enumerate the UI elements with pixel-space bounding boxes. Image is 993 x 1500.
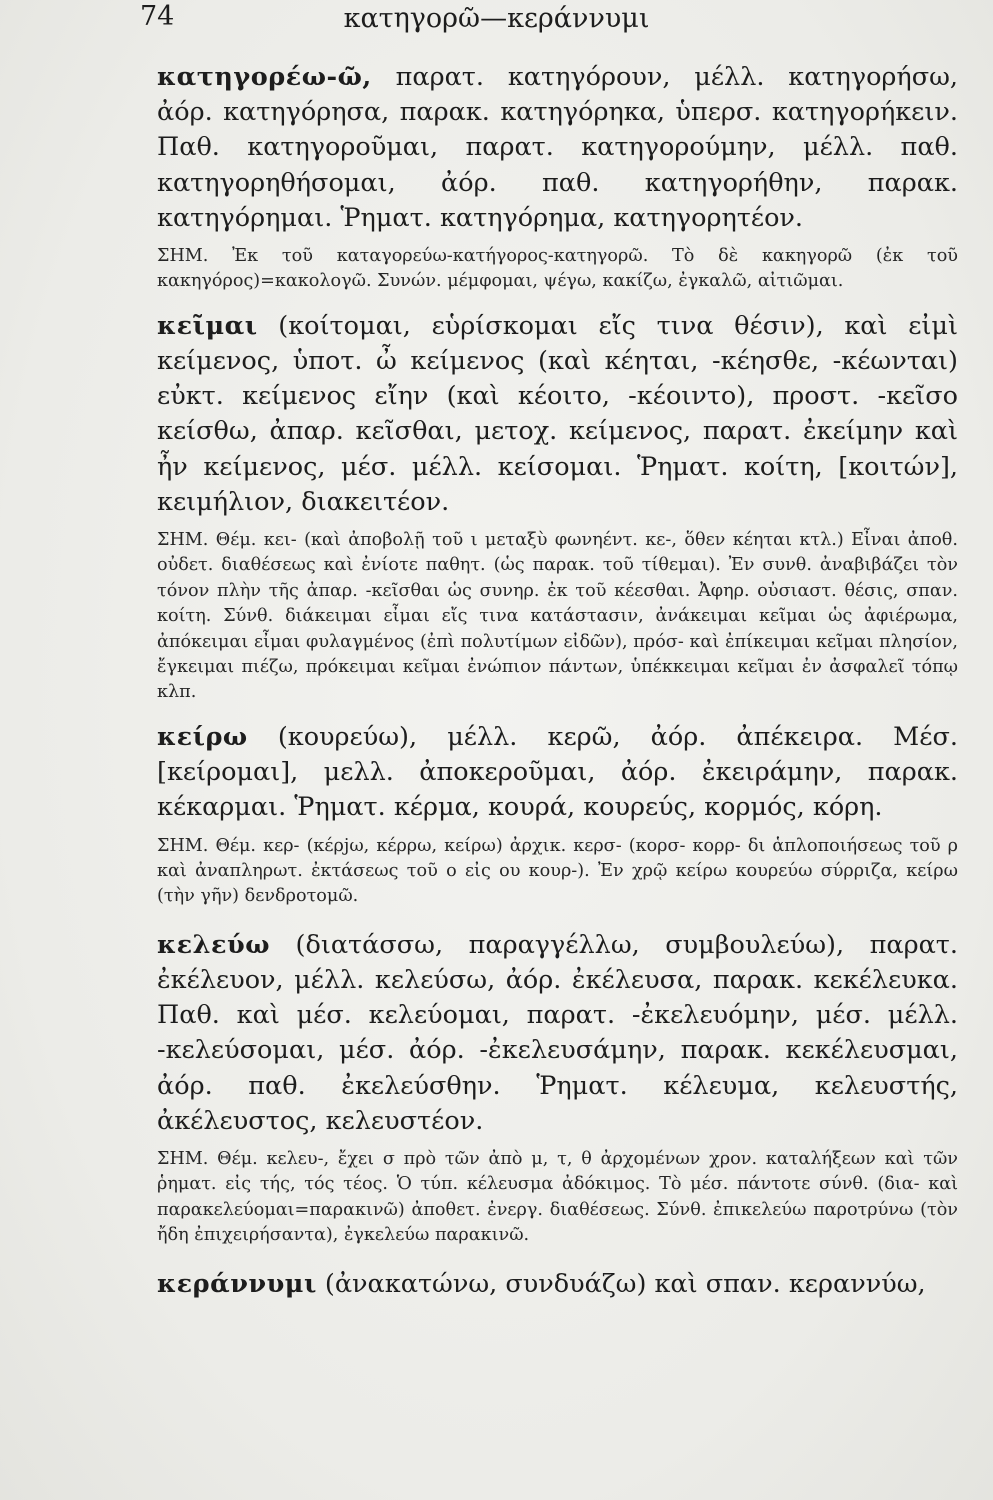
entry-body: (κοίτομαι, εὑρίσκομαι εἴς τινα θέσιν), καὶ εἰμὶ κείμενος, ὑποτ. ὦ κείμενος (καὶ κέηται, -κέησθε, -κέωνται) εὐκτ. κείμενος εἴην (καὶ κέοιτο, -κέοιντο), προστ. -κεῖσο κείσθω, ἀπαρ. κεῖσθαι, μετοχ. κείμενος, παρατ. ἐκείμην καὶ ἦν κείμενος, μέσ. μέλλ. κείσομαι. Ῥηματ. κοίτη, [κοιτών], κειμήλιον, διακειτέον. — [157, 310, 958, 517]
page-header — [0, 0, 993, 40]
dictionary-entry — [157, 928, 958, 1139]
entry-lemma: κεράννυμι — [157, 1268, 317, 1299]
running-head: κατηγορῶ—κεράννυμι — [343, 3, 650, 34]
entry-body: (ἀνακατώνω, συνδυάζω) καὶ σπαν. κεραννύω, — [324, 1268, 926, 1299]
entry-body: (κουρεύω), μέλλ. κερῶ, ἀόρ. ἀπέκειρα. Μέσ. [κείρομαι], μελλ. ἀποκεροῦμαι, ἀόρ. ἐκειράμην, παρακ. κέκαρμαι. Ῥηματ. κέρμα, κουρά, κουρεύς, κορμός, κόρη. — [157, 721, 958, 823]
entry-note: ΣΗΜ. Θέμ. κερ- (κέρjω, κέρρω, κείρω) ἀρχικ. κερσ- (κορσ- κορρ- δι ἁπλοποιήσεως τοῦ ρ καὶ ἀναπληρωτ. ἐκτάσεως τοῦ ο εἰς ου κουρ-). Ἐν χρῷ κείρω κουρεύω σύρριζα, κείρω (τὴν γῆν) δενδροτομῶ. — [157, 835, 958, 907]
entry-lemma: κείρω — [157, 721, 248, 752]
entry-lemma: κεῖμαι — [157, 310, 258, 341]
dictionary-entry — [157, 1267, 958, 1302]
entry-body: (διατάσσω, παραγγέλλω, συμβουλεύω), παρατ. ἐκέλευον, μέλλ. κελεύσω, ἀόρ. ἐκέλευσα, παρακ. κεκέλευκα. Παθ. καὶ μέσ. κελεύομαι, παρατ. -ἐκελευόμην, μέσ. μέλλ. -κελεύσομαι, μέσ. ἀόρ. -ἐκελευσάμην, παρακ. κεκέλευσμαι, ἀόρ. παθ. ἐκελεύσθην. Ῥηματ. κέλευμα, κελευστής, ἀκέλευστος, κελευστέον. — [157, 929, 958, 1136]
entry-lemma: κελεύω — [157, 929, 270, 960]
entry-note: ΣΗΜ. Θέμ. κει- (καὶ ἀποβολῇ τοῦ ι μεταξὺ φωνηέντ. κε-, ὅθεν κέηται κτλ.) Εἶναι ἀποθ. οὐδετ. διαθέσεως καὶ ἐνίοτε παθητ. (ὡς παρακ. τοῦ τίθεμαι). Ἐν συνθ. ἀναβιβάζει τὸν τόνον πλὴν τῆς ἀπαρ. -κεῖσθαι ὡς συνηρ. ἐκ τοῦ κέεσθαι. Ἀφηρ. οὐσιαστ. θέσις, σπαν. κοίτη. Σύνθ. διάκειμαι εἶμαι εἴς τινα κατάστασιν, ἀνάκειμαι κεῖμαι ὡς ἀφιέρωμα, ἀπόκειμαι εἶμαι φυλαγμένος (ἐπὶ πολυτίμων εἰδῶν), πρόσ- καὶ ἐπίκειμαι κεῖμαι πλησίον, ἔγκειμαι πιέζω, πρόκειμαι κεῖμαι ἐνώπιον πάντων, ὑπέκκειμαι κεῖμαι ἐν ἀσφαλεῖ τόπῳ κλπ. — [157, 530, 958, 703]
dictionary-entry — [157, 309, 958, 520]
dictionary-entry — [157, 720, 958, 826]
page-content — [0, 60, 993, 1302]
entry-note: ΣΗΜ. Θέμ. κελευ-, ἔχει σ πρὸ τῶν ἀπὸ μ, τ, θ ἀρχομένων χρον. καταλήξεων καὶ τῶν ῥηματ. εἰς τής, τός τέος. Ὁ τύπ. κέλευσμα ἀδόκιμος. Τὸ μέσ. πάντοτε σύνθ. (δια- καὶ παρακελεύομαι=παρακινῶ) ἀποθετ. ἐνεργ. διαθέσεως. Σύνθ. ἐπικελεύω παροτρύνω (τὸν ἤδη ἐπιχειρήσαντα), ἐγκελεύω παρακινῶ. — [157, 1148, 958, 1246]
entry-note: ΣΗΜ. Ἐκ τοῦ καταγορεύω-κατήγορος-κατηγορῶ. Τὸ δὲ κακηγορῶ (ἐκ τοῦ κακηγόρος)=κακολογῶ. Συνών. μέμφομαι, ψέγω, κακίζω, ἐγκαλῶ, αἰτιῶμαι. — [157, 246, 958, 292]
page-number: 74 — [140, 1, 175, 32]
entry-body: παρατ. κατηγόρουν, μέλλ. κατηγορήσω, ἀόρ. κατηγόρησα, παρακ. κατηγόρηκα, ὑπερσ. κατηγορήκειν. Παθ. κατηγοροῦμαι, παρατ. κατηγορούμην, μέλλ. παθ. κατηγορηθήσομαι, ἀόρ. παθ. κατηγορήθην, παρακ. κατηγόρημαι. Ῥηματ. κατηγόρημα, κατηγορητέον. — [157, 62, 959, 233]
entry-lemma: κατηγορέω-ῶ, — [157, 62, 372, 92]
dictionary-entry — [157, 60, 958, 236]
